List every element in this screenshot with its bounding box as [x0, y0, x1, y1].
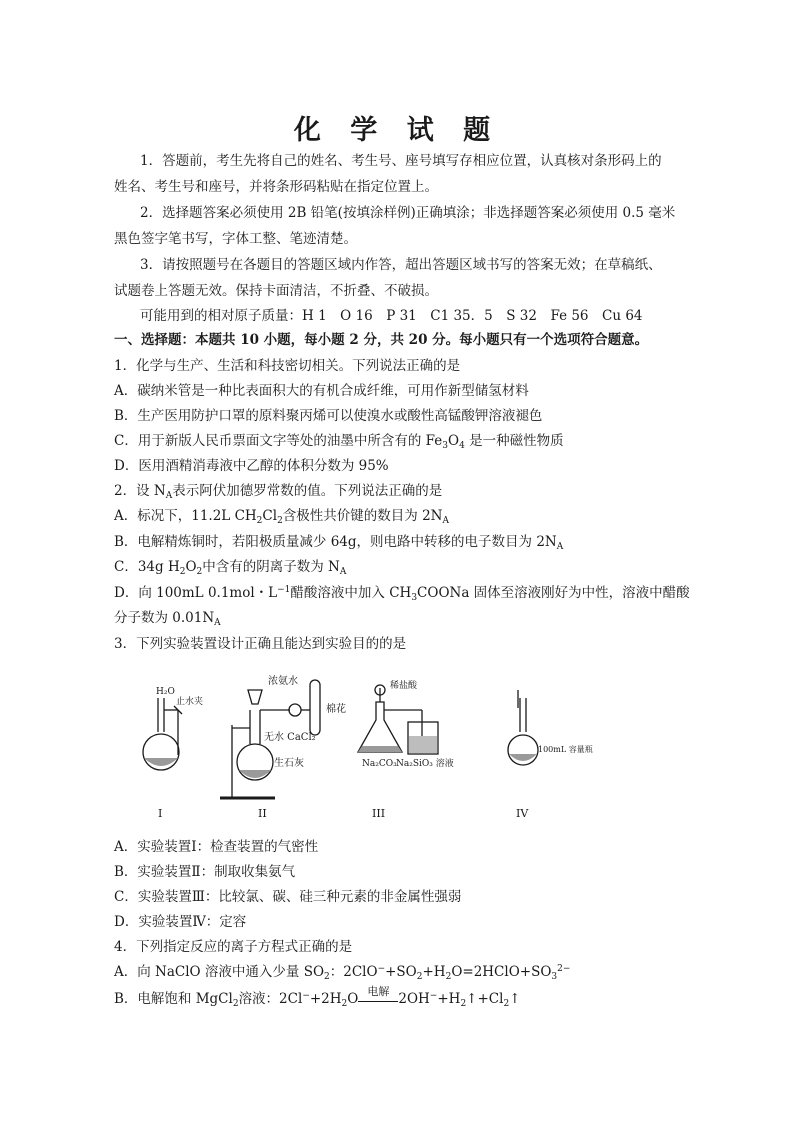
note-2-line-1: 2．选择题答案必须使用 2B 铅笔(按填涂样例)正确填涂；非选择题答案必须使用 0.5 毫米	[140, 205, 676, 221]
q1-stem: 1．化学与生产、生活和科技密切相关。下列说法正确的是	[114, 358, 461, 374]
note-1-line-1: 1．答题前，考生先将自己的姓名、考生号、座号填写存相应位置，认真核对条形码上的	[140, 153, 662, 169]
q2-option-b: B．电解精炼铜时，若阳极质量减少 64g，则电路中转移的电子数目为 $2N_A$	[114, 534, 564, 552]
exam-title: 化 学 试 题	[293, 115, 501, 146]
apparatus-i	[143, 687, 203, 820]
apparatus-iii	[358, 679, 454, 820]
label-na2sio3: Na₂SiO₃ 溶液	[396, 759, 454, 769]
q1-option-b: B．生产医用防护口罩的原料聚丙烯可以使溴水或酸性高锰酸钾溶液褪色	[114, 408, 543, 424]
note-2-line-2: 黑色签字笔书写，字体工整、笔迹清楚。	[114, 231, 357, 247]
q4-option-a: A．向 NaClO 溶液中通入少量 $SO_2$：$2ClO^-+SO_2+H_2O=2HClO+SO_3^{2-}$	[114, 964, 571, 982]
label-ii: II	[258, 807, 267, 820]
q3-option-b: B．实验装置Ⅱ：制取收集氨气	[114, 864, 296, 880]
label-iv: IV	[516, 807, 529, 820]
label-ammonia: 浓氨水	[268, 676, 298, 687]
label-volumetric-flask: 100mL 容量瓶	[538, 745, 593, 754]
q2-stem: 2．设 $N_A$表示阿伏加德罗常数的值。下列说法正确的是	[114, 483, 443, 501]
q2-option-d-line-2: 分子数为 $0.01N_A$	[114, 610, 221, 628]
apparatus-ii	[220, 674, 346, 820]
q2-option-a: A．标况下，11.2L $CH_2Cl_2$含极性共价键的数目为 $2N_A$	[114, 508, 449, 526]
label-na2co3: Na₂CO₃	[362, 759, 397, 769]
q2-option-c: C．34g $H_2O_2$中含有的阴离子数为 $N_A$	[114, 559, 347, 577]
q3-option-c: C．实验装置Ⅲ：比较氯、碳、硅三种元素的非金属性强弱	[114, 889, 462, 905]
label-clamp: 止水夹	[176, 697, 204, 707]
note-1-line-2: 姓名、考生号和座号，并将条形码粘贴在指定位置上。	[114, 179, 438, 195]
apparatus-iv	[508, 690, 593, 820]
label-hcl: 稀盐酸	[390, 681, 418, 691]
label-iii: III	[372, 807, 386, 820]
q3-option-d: D．实验装置Ⅳ：定容	[114, 914, 247, 930]
q1-option-a: A．碳纳米管是一种比表面积大的有机合成纤维，可用作新型储氢材料	[114, 383, 529, 399]
q3-option-a: A．实验装置Ⅰ：检查装置的气密性	[114, 839, 319, 855]
label-cacl2: 无水 CaCl₂	[264, 732, 316, 743]
q3-stem: 3．下列实验装置设计正确且能达到实验目的的是	[114, 636, 407, 652]
atomic-masses: 可能用到的相对原子质量：H 1 O 16 P 31 C1 35．5 S 32 Fe 56 Cu 64	[140, 308, 643, 324]
q4-stem: 4．下列指定反应的离子方程式正确的是	[114, 939, 353, 955]
q4-option-b: B．电解饱和 MgCl$_2$溶液：$2Cl^-+2H_2O$ 电解 $2OH^-+H_2↑+Cl_2↑$	[114, 985, 521, 1009]
label-i: I	[158, 807, 163, 820]
q1-option-d: D．医用酒精消毒液中乙醇的体积分数为 95%	[114, 458, 389, 474]
electrolysis-arrow: 电解	[358, 989, 398, 1005]
label-lime: 生石灰	[274, 758, 304, 769]
note-3-line-2: 试题卷上答题无效。保持卡面清洁，不折叠、不破损。	[114, 283, 438, 299]
label-h2o: H₂O	[156, 687, 175, 697]
section-1-heading: 一、选择题：本题共 10 小题，每小题 2 分，共 20 分。每小题只有一个选项符合题意。	[114, 332, 649, 348]
apparatus-figure	[140, 670, 593, 825]
note-3-line-1: 3．请按照题号在各题目的答题区域内作答，超出答题区域书写的答案无效；在草稿纸、	[140, 257, 662, 273]
q2-option-d-line-1: D．向 100mL 0.1mol・$L^{-1}$醋酸溶液中加入 $CH_3COONa$ 固体至溶液刚好为中性，溶液中醋酸	[114, 585, 690, 603]
label-cotton: 棉花	[326, 704, 346, 715]
q1-option-c: C．用于新版人民币票面文字等处的油墨中所含有的 $Fe_3O_4$ 是一种磁性物质	[114, 433, 564, 451]
